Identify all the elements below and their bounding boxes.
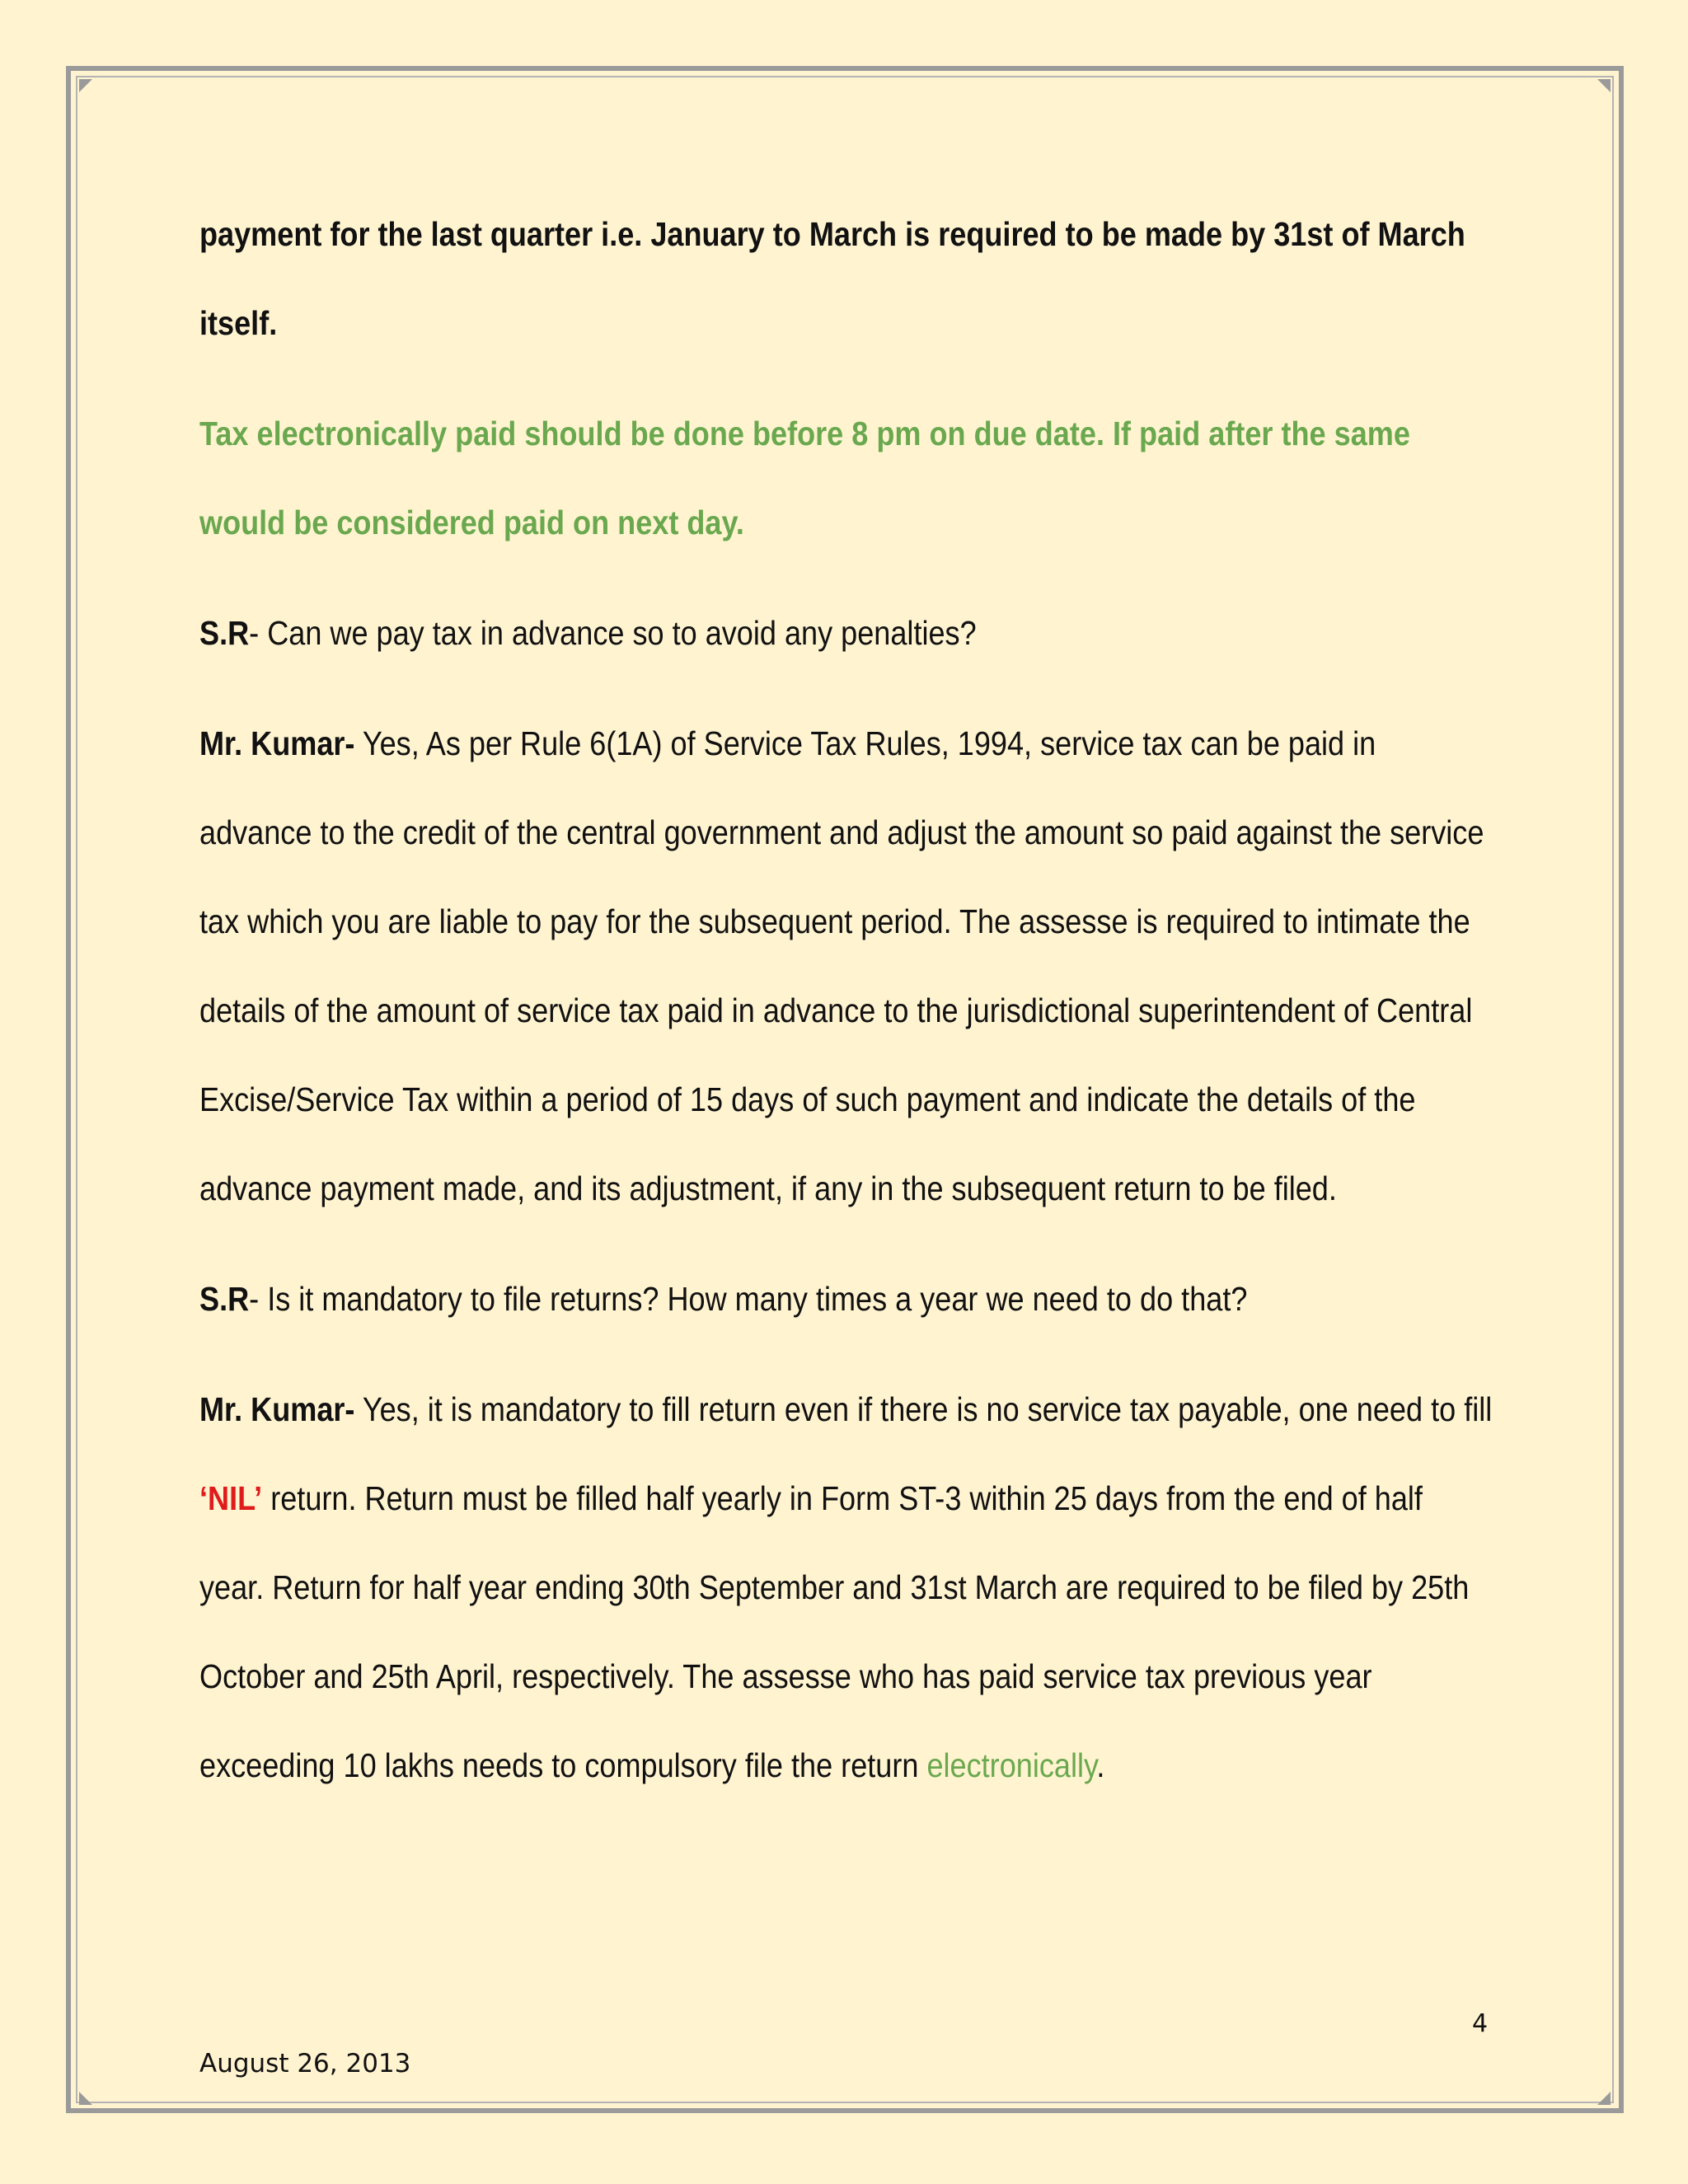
- answer-advance-tax: [199, 699, 1493, 1233]
- nil-highlight: ‘NIL’: [199, 1479, 263, 1517]
- paragraph-deadline: payment for the last quarter i.e. January to March is required to be made by 31st of March itself.: [199, 215, 1465, 342]
- separator: -: [249, 1280, 268, 1318]
- footer-date: August 26, 2013: [199, 2049, 411, 2079]
- question-text: Can we pay tax in advance so to avoid any penalties?: [267, 614, 977, 652]
- corner-ornament-bottom-left: [79, 2092, 92, 2105]
- separator: -: [249, 614, 268, 652]
- speaker-label: Mr. Kumar-: [199, 724, 355, 762]
- speaker-label: S.R: [199, 1280, 250, 1318]
- speaker-label: Mr. Kumar-: [199, 1390, 355, 1428]
- question-advance-tax: [199, 588, 1493, 677]
- question-text: Is it mandatory to file returns? How many times a year we need to do that?: [267, 1280, 1248, 1318]
- separator: [354, 724, 362, 762]
- document-body: [199, 190, 1493, 1831]
- corner-ornament-top-left: [79, 79, 92, 92]
- corner-ornament-bottom-right: [1597, 2092, 1611, 2105]
- paragraph-electronic-payment-note: Tax electronically paid should be done before 8 pm on due date. If paid after the same would be considered paid on next day.: [199, 415, 1410, 541]
- answer-text-part-b: return. Return must be filled half yearly in Form ST-3 within 25 days from the end of half year. Return for half year ending 30th September and 31st March are required to be filed by 25th October and 25th April, respectively. The assesse who has paid service tax previous year exceeding 10 lakhs needs to compulsory file the return: [199, 1479, 1470, 1784]
- speaker-label: S.R: [199, 614, 250, 652]
- corner-ornament-top-right: [1597, 79, 1611, 92]
- answer-returns: [199, 1365, 1493, 1810]
- page-number: 4: [1472, 2009, 1489, 2038]
- answer-text: Yes, As per Rule 6(1A) of Service Tax Rules, 1994, service tax can be paid in advance to the credit of the central government and adjust the amount so paid against the service tax which you are liable to pay for the subsequent period. The assesse is required to intimate the details of the amount of service tax paid in advance to the jurisdictional superintendent of Central Excise/Service Tax within a period of 15 days of such payment and indicate the details of the advance payment made, and its adjustment, if any in the subsequent return to be filed.: [199, 724, 1484, 1207]
- electronically-highlight: electronically: [926, 1746, 1097, 1784]
- separator: [354, 1390, 362, 1428]
- question-returns: [199, 1254, 1493, 1343]
- answer-text-part-a: Yes, it is mandatory to fill return even if there is no service tax payable, one need to fill: [362, 1390, 1493, 1428]
- answer-text-part-c: .: [1096, 1746, 1105, 1784]
